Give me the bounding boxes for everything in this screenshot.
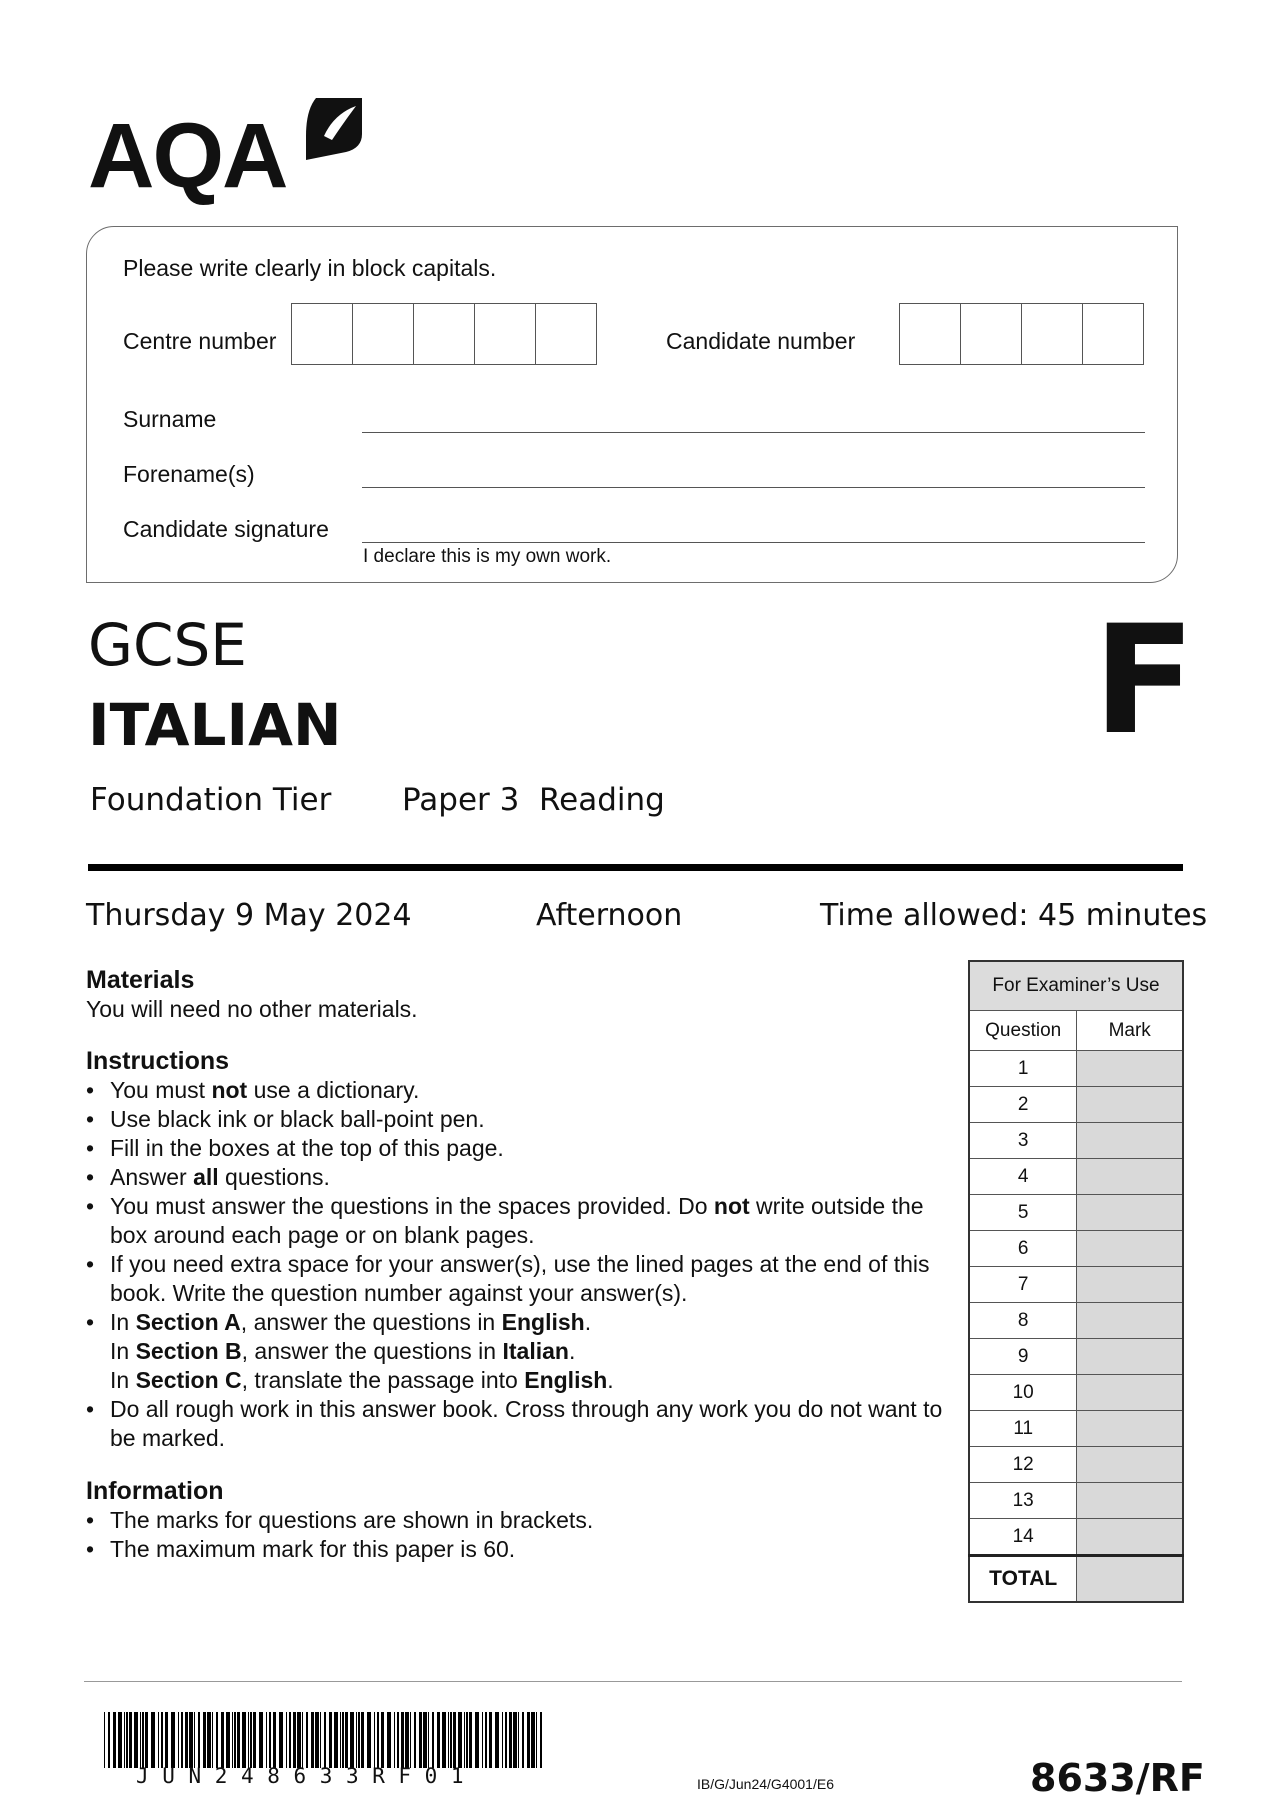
- surname-line[interactable]: [362, 432, 1145, 433]
- question-number: 13: [969, 1483, 1077, 1519]
- barcode-bar: [145, 1712, 148, 1768]
- candidate-digit-box[interactable]: [900, 304, 961, 364]
- question-row: [969, 1483, 1183, 1519]
- information-item: • The maximum mark for this paper is 60.: [86, 1535, 946, 1564]
- surname-label: Surname: [123, 406, 217, 432]
- barcode: [104, 1712, 546, 1768]
- instruction-text: In: [110, 1309, 136, 1335]
- question-number: 6: [969, 1231, 1077, 1267]
- barcode-bar: [394, 1712, 395, 1768]
- emphasis-text: Section C: [135, 1367, 242, 1393]
- barcode-bar: [361, 1712, 364, 1768]
- instruction-item: [86, 1192, 946, 1250]
- barcode-bar: [161, 1712, 163, 1768]
- examiner-table-title: For Examiner’s Use: [969, 961, 1183, 1011]
- instructions-heading: Instructions: [86, 1047, 230, 1075]
- barcode-bar: [289, 1712, 291, 1768]
- barcode-bar: [482, 1712, 483, 1768]
- barcode-bar: [387, 1712, 391, 1768]
- emphasis-text: not: [211, 1077, 248, 1103]
- question-number: 8: [969, 1303, 1077, 1339]
- question-number: 14: [969, 1519, 1077, 1556]
- barcode-bar: [207, 1712, 211, 1768]
- barcode-bar: [458, 1712, 462, 1768]
- barcode-bar: [104, 1712, 105, 1768]
- question-row: [969, 1339, 1183, 1375]
- centre-number-label: Centre number: [123, 328, 277, 354]
- barcode-bar: [464, 1712, 465, 1768]
- instructions-list: [86, 1076, 946, 1453]
- instruction-item: • Fill in the boxes at the top of this page.: [86, 1134, 946, 1163]
- mark-cell[interactable]: [1077, 1339, 1183, 1375]
- aqa-leaf-icon: [304, 96, 364, 162]
- barcode-bar: [358, 1712, 360, 1768]
- exam-date: Thursday 9 May 2024: [86, 898, 412, 933]
- title-divider: [88, 864, 1183, 871]
- barcode-bar: [194, 1712, 195, 1768]
- centre-digit-box[interactable]: [475, 304, 536, 364]
- emphasis-text: Section B: [135, 1338, 242, 1364]
- barcode-bar: [356, 1712, 357, 1768]
- question-number: 10: [969, 1375, 1077, 1411]
- mark-column-header: Mark: [1077, 1011, 1183, 1051]
- mark-cell[interactable]: [1077, 1195, 1183, 1231]
- barcode-bar: [171, 1712, 175, 1768]
- information-item: • The marks for questions are shown in brackets.: [86, 1506, 946, 1535]
- block-capitals-instruction: Please write clearly in block capitals.: [123, 255, 497, 281]
- total-mark-cell[interactable]: [1077, 1556, 1183, 1603]
- barcode-bar: [311, 1712, 314, 1768]
- centre-digit-box[interactable]: [536, 304, 596, 364]
- question-number: 5: [969, 1195, 1077, 1231]
- information-list: [86, 1506, 946, 1564]
- instruction-text: , translate the passage into: [241, 1367, 525, 1393]
- instruction-item: • Do all rough work in this answer book. Cross through any work you do not want to be marked.: [86, 1395, 946, 1453]
- question-row: [969, 1087, 1183, 1123]
- emphasis-text: Section A: [135, 1309, 241, 1335]
- instruction-text: , answer the questions in: [240, 1309, 502, 1335]
- barcode-bar: [342, 1712, 344, 1768]
- barcode-bar: [345, 1712, 348, 1768]
- aqa-logo: [88, 96, 368, 207]
- centre-digit-box[interactable]: [414, 304, 475, 364]
- barcode-bar: [293, 1712, 296, 1768]
- emphasis-text: English: [524, 1367, 608, 1393]
- barcode-bar: [540, 1712, 542, 1768]
- mark-cell[interactable]: [1077, 1087, 1183, 1123]
- mark-cell[interactable]: [1077, 1267, 1183, 1303]
- barcode-bar: [185, 1712, 188, 1768]
- question-number: 7: [969, 1267, 1077, 1303]
- barcode-bar: [302, 1712, 303, 1768]
- question-number: 4: [969, 1159, 1077, 1195]
- barcode-bar: [286, 1712, 287, 1768]
- question-number: 11: [969, 1411, 1077, 1447]
- paper-label: Paper 3: [402, 782, 520, 818]
- barcode-bar: [142, 1712, 144, 1768]
- barcode-bar: [134, 1712, 138, 1768]
- barcode-bar: [437, 1712, 440, 1768]
- barcode-bar: [216, 1712, 218, 1768]
- barcode-bar: [527, 1712, 530, 1768]
- barcode-bar: [453, 1712, 456, 1768]
- paper-code: 8633/RF: [1030, 1756, 1205, 1800]
- barcode-bar: [397, 1712, 399, 1768]
- mark-cell[interactable]: [1077, 1519, 1183, 1556]
- instruction-item: • Use black ink or black ball-point pen.: [86, 1105, 946, 1134]
- mark-cell[interactable]: [1077, 1411, 1183, 1447]
- candidate-number-field[interactable]: [899, 303, 1144, 365]
- centre-digit-box[interactable]: [353, 304, 414, 364]
- barcode-bar: [414, 1712, 416, 1768]
- barcode-bar: [178, 1712, 179, 1768]
- instruction-line: [110, 1337, 946, 1366]
- question-number: 1: [969, 1051, 1077, 1087]
- barcode-bar: [475, 1712, 479, 1768]
- instruction-line: [110, 1308, 946, 1337]
- barcode-bar: [324, 1712, 326, 1768]
- barcode-bar: [158, 1712, 159, 1768]
- forenames-line[interactable]: [362, 487, 1145, 488]
- total-row: [969, 1556, 1183, 1603]
- barcode-bar: [518, 1712, 519, 1768]
- barcode-bar: [165, 1712, 168, 1768]
- mark-cell[interactable]: [1077, 1483, 1183, 1519]
- question-number: 9: [969, 1339, 1077, 1375]
- barcode-bar: [269, 1712, 271, 1768]
- question-row: [969, 1159, 1183, 1195]
- subject-title: ITALIAN: [88, 691, 342, 759]
- barcode-bar: [450, 1712, 452, 1768]
- barcode-bar: [401, 1712, 404, 1768]
- barcode-bar: [495, 1712, 499, 1768]
- barcode-bar: [367, 1712, 371, 1768]
- barcode-bar: [381, 1712, 384, 1768]
- barcode-bar: [315, 1712, 319, 1768]
- barcode-bar: [203, 1712, 206, 1768]
- barcode-bar: [522, 1712, 524, 1768]
- barcode-bar: [279, 1712, 283, 1768]
- barcode-bar: [226, 1712, 230, 1768]
- materials-heading: Materials: [86, 966, 195, 994]
- barcode-bar: [108, 1712, 110, 1768]
- mark-cell[interactable]: [1077, 1123, 1183, 1159]
- barcode-bar: [374, 1712, 375, 1768]
- barcode-bar: [329, 1712, 332, 1768]
- logo-text: AQA: [88, 105, 287, 207]
- instruction-item: [86, 1163, 946, 1192]
- barcode-bar: [234, 1712, 236, 1768]
- question-row: [969, 1519, 1183, 1556]
- candidate-digit-box[interactable]: [1083, 304, 1143, 364]
- component-label: Reading: [539, 782, 665, 818]
- question-number: 2: [969, 1087, 1077, 1123]
- instruction-text: write outside the box around each page or on blank pages.: [110, 1193, 924, 1248]
- barcode-bar: [253, 1712, 256, 1768]
- signature-label: Candidate signature: [123, 516, 329, 542]
- tier-label: Foundation Tier: [90, 782, 332, 818]
- barcode-bar: [466, 1712, 468, 1768]
- barcode-bar: [334, 1712, 338, 1768]
- question-row: [969, 1195, 1183, 1231]
- candidate-number-label: Candidate number: [666, 328, 856, 354]
- question-column-header: Question: [969, 1011, 1077, 1051]
- question-row: [969, 1447, 1183, 1483]
- candidate-digit-box[interactable]: [961, 304, 1022, 364]
- centre-number-field[interactable]: [291, 303, 597, 365]
- question-row: [969, 1231, 1183, 1267]
- declaration-text: I declare this is my own work.: [363, 546, 612, 567]
- mark-cell[interactable]: [1077, 1375, 1183, 1411]
- question-row: [969, 1375, 1183, 1411]
- question-number: 12: [969, 1447, 1077, 1483]
- instruction-text: In: [110, 1338, 136, 1364]
- barcode-bar: [129, 1712, 132, 1768]
- barcode-bar: [489, 1712, 492, 1768]
- barcode-bar: [513, 1712, 517, 1768]
- barcode-bar: [306, 1712, 308, 1768]
- instruction-item: [86, 1076, 946, 1105]
- time-allowed: Time allowed: 45 minutes: [820, 898, 1208, 933]
- forenames-label: Forename(s): [123, 461, 255, 487]
- information-heading: Information: [86, 1477, 224, 1505]
- question-row: [969, 1123, 1183, 1159]
- question-number: 3: [969, 1123, 1077, 1159]
- mark-cell[interactable]: [1077, 1447, 1183, 1483]
- barcode-bar: [113, 1712, 116, 1768]
- total-label: TOTAL: [969, 1556, 1077, 1603]
- instruction-text: In: [110, 1367, 136, 1393]
- barcode-bar: [509, 1712, 512, 1768]
- centre-digit-box[interactable]: [292, 304, 353, 364]
- mark-cell[interactable]: [1077, 1303, 1183, 1339]
- barcode-bar: [428, 1712, 429, 1768]
- candidate-digit-box[interactable]: [1022, 304, 1083, 364]
- barcode-bar: [273, 1712, 276, 1768]
- barcode-bar: [140, 1712, 141, 1768]
- mark-cell[interactable]: [1077, 1231, 1183, 1267]
- barcode-bar: [212, 1712, 213, 1768]
- signature-line[interactable]: [362, 542, 1145, 543]
- barcode-bar: [126, 1712, 128, 1768]
- rubric-column: [86, 966, 946, 1564]
- barcode-bar: [410, 1712, 411, 1768]
- emphasis-text: all: [193, 1164, 219, 1190]
- barcode-bar: [237, 1712, 240, 1768]
- emphasis-text: English: [501, 1309, 585, 1335]
- mark-cell[interactable]: [1077, 1159, 1183, 1195]
- barcode-bar: [151, 1712, 155, 1768]
- barcode-bar: [340, 1712, 341, 1768]
- barcode-bar: [242, 1712, 246, 1768]
- footer-divider: [84, 1681, 1182, 1682]
- question-row: [969, 1267, 1183, 1303]
- document-reference: IB/G/Jun24/G4001/E6: [697, 1776, 834, 1792]
- barcode-bar: [448, 1712, 449, 1768]
- barcode-bar: [266, 1712, 267, 1768]
- instruction-text: .: [584, 1309, 592, 1335]
- exam-session: Afternoon: [536, 898, 683, 933]
- instruction-line: [110, 1366, 946, 1395]
- tier-letter: F: [1093, 594, 1196, 768]
- barcode-bar: [350, 1712, 354, 1768]
- examiner-use-table: [968, 960, 1184, 1603]
- barcode-bar: [405, 1712, 409, 1768]
- barcode-bar: [377, 1712, 379, 1768]
- barcode-bar: [181, 1712, 183, 1768]
- barcode-bar: [297, 1712, 301, 1768]
- barcode-bar: [232, 1712, 233, 1768]
- emphasis-text: Italian: [502, 1338, 569, 1364]
- barcode-bar: [505, 1712, 507, 1768]
- barcode-bar: [485, 1712, 487, 1768]
- barcode-bar: [189, 1712, 193, 1768]
- barcode-bar: [423, 1712, 427, 1768]
- instruction-text: .: [607, 1367, 614, 1393]
- instruction-text: You must answer the questions in the spaces provided. Do: [110, 1193, 714, 1219]
- materials-text: You will need no other materials.: [86, 996, 418, 1022]
- barcode-bar: [502, 1712, 503, 1768]
- qualification-title: GCSE: [88, 611, 247, 679]
- barcode-bar: [419, 1712, 422, 1768]
- barcode-bar: [320, 1712, 321, 1768]
- mark-cell[interactable]: [1077, 1051, 1183, 1087]
- barcode-bar: [250, 1712, 252, 1768]
- barcode-bar: [259, 1712, 263, 1768]
- barcode-bar: [221, 1712, 224, 1768]
- barcode-bar: [118, 1712, 122, 1768]
- barcode-bar: [536, 1712, 537, 1768]
- barcode-number: JUN248633RF01: [136, 1764, 478, 1788]
- question-row: [969, 1303, 1183, 1339]
- instruction-text: questions.: [218, 1164, 330, 1190]
- instruction-text: You must: [110, 1077, 212, 1103]
- barcode-bar: [469, 1712, 472, 1768]
- instruction-text: Answer: [110, 1164, 194, 1190]
- instruction-text: .: [568, 1338, 576, 1364]
- instruction-item: • If you need extra space for your answer(s), use the lined pages at the end of this book. Write the question number against your answer(s).: [86, 1250, 946, 1308]
- barcode-bar: [248, 1712, 249, 1768]
- question-row: [969, 1411, 1183, 1447]
- barcode-bar: [124, 1712, 125, 1768]
- instruction-text: , answer the questions in: [241, 1338, 503, 1364]
- barcode-bar: [442, 1712, 446, 1768]
- barcode-bar: [198, 1712, 200, 1768]
- emphasis-text: not: [713, 1193, 750, 1219]
- barcode-bar: [432, 1712, 434, 1768]
- question-row: [969, 1051, 1183, 1087]
- instruction-item: [86, 1308, 946, 1395]
- barcode-bar: [531, 1712, 535, 1768]
- instruction-text: use a dictionary.: [247, 1077, 420, 1103]
